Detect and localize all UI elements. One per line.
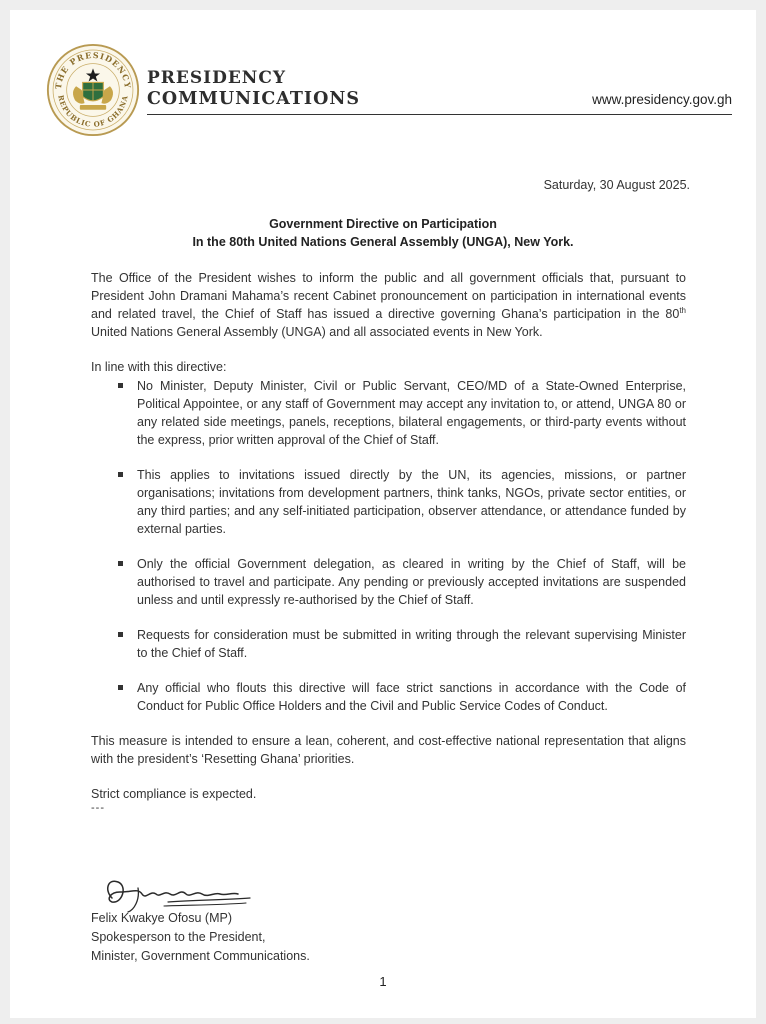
bullet-item <box>91 679 686 715</box>
bullet-text: Only the official Government delegation, as cleared in writing by the Chief of Staff, will be authorised to travel and participate. Any pending or previously accepted invitations are suspended unless and until expressly re-authorised by the Chief of Staff. <box>137 557 686 607</box>
brand-line-communications: COMMUNICATIONS <box>147 89 360 109</box>
bullet-lead: In line with this directive: <box>91 360 227 374</box>
intro-text-part-2: United Nations General Assembly (UNGA) and all associated events in New York. <box>91 325 543 339</box>
bullet-square-icon <box>118 632 123 637</box>
letterhead <box>10 10 756 130</box>
bullet-text: No Minister, Deputy Minister, Civil or Public Servant, CEO/MD of a State-Owned Enterprise, Political Appointee, or any staff of Government may accept any invitation to, or attend, UNGA 80 or any related side meetings, panels, receptions, bilateral engagements, or third-party events without the express, prior written approval of the Chief of Staff. <box>137 379 686 447</box>
closing-paragraph: This measure is intended to ensure a lean, coherent, and cost-effective national representation that aligns with the president’s ‘Resetting Ghana’ priorities. <box>91 734 686 766</box>
title-line-1: Government Directive on Participation <box>269 217 497 231</box>
intro-superscript: th <box>679 305 686 315</box>
title-line-2: In the 80th United Nations General Assembly (UNGA), New York. <box>192 235 574 249</box>
bullet-item <box>91 466 686 538</box>
signer-name: Felix Kwakye Ofosu (MP) <box>91 911 233 925</box>
brand-wordmark <box>147 68 360 110</box>
directive-bullet-list <box>91 377 686 715</box>
separator-dashes: --- <box>91 802 105 814</box>
bullet-text: Requests for consideration must be submitted in writing through the relevant supervising Minister to the Chief of Staff. <box>137 628 686 660</box>
presidency-seal-icon <box>46 43 140 137</box>
page-number: 1 <box>379 974 387 989</box>
brand-line-presidency: PRESIDENCY <box>147 68 287 88</box>
directive-title <box>10 215 756 251</box>
compliance-line: Strict compliance is expected. <box>91 787 257 801</box>
svg-text:REPUBLIC OF GHANA: REPUBLIC OF GHANA <box>56 94 130 129</box>
website-link[interactable]: www.presidency.gov.gh <box>592 92 732 107</box>
document-page <box>10 10 756 1018</box>
intro-text-part-1: The Office of the President wishes to inform the public and all government officials that, pursuant to President John Dramani Mahama’s recent Cabinet pronouncement on participation in international events and related travel, the Chief of Staff has issued a directive governing Ghana’s participation in the 80 <box>91 271 686 321</box>
bullet-text: Any official who flouts this directive will face strict sanctions in accordance with the Code of Conduct for Public Office Holders and the Civil and Public Service Codes of Conduct. <box>137 681 686 713</box>
bullet-item <box>91 626 686 662</box>
intro-paragraph <box>91 269 686 341</box>
letter-body <box>91 269 686 813</box>
bullet-square-icon <box>118 561 123 566</box>
bullet-square-icon <box>118 472 123 477</box>
bullet-text: This applies to invitations issued directly by the UN, its agencies, missions, or partner organisations; invitations from development partners, think tanks, NGOs, private sector entities, or any third parties; and any self-initiated participation, observer attendance, or attendance funded by external parties. <box>137 468 686 536</box>
bullet-item <box>91 377 686 449</box>
bullet-square-icon <box>118 383 123 388</box>
svg-text:THE PRESIDENCY: THE PRESIDENCY <box>52 49 134 90</box>
signer-role-minister: Minister, Government Communications. <box>91 949 310 963</box>
header-divider <box>147 114 732 115</box>
letter-date: Saturday, 30 August 2025. <box>543 178 690 192</box>
bullet-square-icon <box>118 685 123 690</box>
signer-role-spokesperson: Spokesperson to the President, <box>91 930 266 944</box>
bullet-item <box>91 555 686 609</box>
signer-block <box>91 909 310 966</box>
